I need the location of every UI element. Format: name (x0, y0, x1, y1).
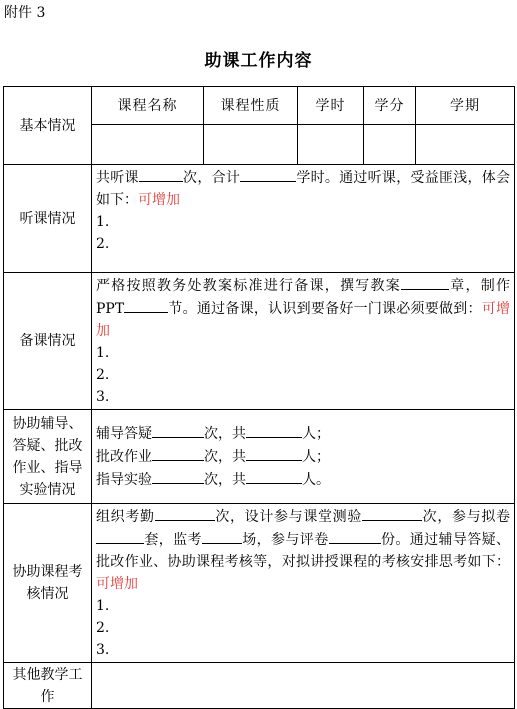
page-title: 助课工作内容 (204, 51, 313, 71)
blank-papers[interactable] (96, 528, 144, 544)
attachment-label: 附件 3 (4, 5, 46, 21)
exam-content[interactable]: 组织考勤 次，设计参与课堂测验 次，参与拟卷套，监考 场，参与评卷 份。通过辅导答疑、批改作业、协助课程考核等，对拟讲授课程的考核安排思考如下：可增加 1. 2. 3. (92, 504, 515, 663)
list-item: 1. (96, 598, 110, 614)
listen-text-1: 共听课 (96, 170, 139, 186)
blank-marking[interactable] (329, 528, 381, 544)
listen-text-3: 学时。通过听课，受益匪浅，体会如下： (96, 170, 511, 208)
blank-attendance[interactable] (155, 505, 215, 521)
blank-grading-people[interactable] (246, 445, 302, 461)
blank-lab-people[interactable] (246, 468, 302, 484)
list-item: 2. (96, 236, 110, 252)
list-item: 3. (96, 642, 110, 658)
addable-note: 可增加 (138, 192, 180, 208)
assist-label: 协助辅导、答疑、批改作业、指导实验情况 (4, 410, 92, 504)
addable-note: 可增加 (96, 301, 511, 339)
preparation-label: 备课情况 (4, 273, 92, 410)
course-type-header: 课程性质 (204, 87, 298, 125)
blank-grading-times[interactable] (152, 445, 204, 461)
listen-text-2: 次，合计 (182, 170, 241, 186)
list-item: 2. (96, 367, 110, 383)
other-work-content[interactable] (92, 663, 515, 709)
hours-header: 学时 (298, 87, 364, 125)
blank-tutoring-people[interactable] (246, 422, 302, 438)
semester-cell[interactable] (416, 125, 515, 165)
hours-cell[interactable] (298, 125, 364, 165)
course-name-cell[interactable] (92, 125, 204, 165)
list-item: 1. (96, 345, 110, 361)
prep-text-1: 严格按照教务处教案标准进行备课，撰写教案 (96, 278, 401, 294)
preparation-content[interactable] (92, 273, 515, 410)
credits-header: 学分 (364, 87, 416, 125)
prep-text-3: 节。通过备课，认识到要备好一门课必须要做到： (168, 301, 482, 317)
other-work-label: 其他教学工作 (4, 663, 92, 709)
blank-lab-times[interactable] (152, 468, 204, 484)
credits-cell[interactable] (364, 125, 416, 165)
blank-listen-hours[interactable] (240, 166, 296, 182)
assist-row-lab: 指导实验 次，共 人。 (96, 468, 510, 491)
assist-row-grading: 批改作业 次，共 人； (96, 445, 510, 468)
blank-listen-times[interactable] (139, 166, 183, 182)
list-item: 3. (96, 389, 110, 405)
blank-quizzes[interactable] (362, 505, 422, 521)
assist-content[interactable] (92, 410, 515, 504)
addable-note: 可增加 (96, 576, 138, 592)
blank-tutoring-times[interactable] (152, 422, 204, 438)
list-item: 1. (96, 214, 110, 230)
blank-ppt[interactable] (124, 297, 168, 313)
work-content-table (3, 86, 515, 709)
assist-row-tutoring: 辅导答疑 次，共 人； (96, 422, 510, 445)
listening-content[interactable] (92, 165, 515, 273)
course-name-header: 课程名称 (92, 87, 204, 125)
exam-label: 协助课程考核情况 (4, 504, 92, 663)
course-type-cell[interactable] (204, 125, 298, 165)
semester-header: 学期 (416, 87, 515, 125)
prep-text-2: 章，制作 PPT (96, 278, 510, 317)
basic-info-label: 基本情况 (4, 87, 92, 165)
blank-invigilation[interactable] (202, 528, 242, 544)
listening-label: 听课情况 (4, 165, 92, 273)
blank-lesson-plans[interactable] (401, 274, 449, 290)
list-item: 2. (96, 620, 110, 636)
